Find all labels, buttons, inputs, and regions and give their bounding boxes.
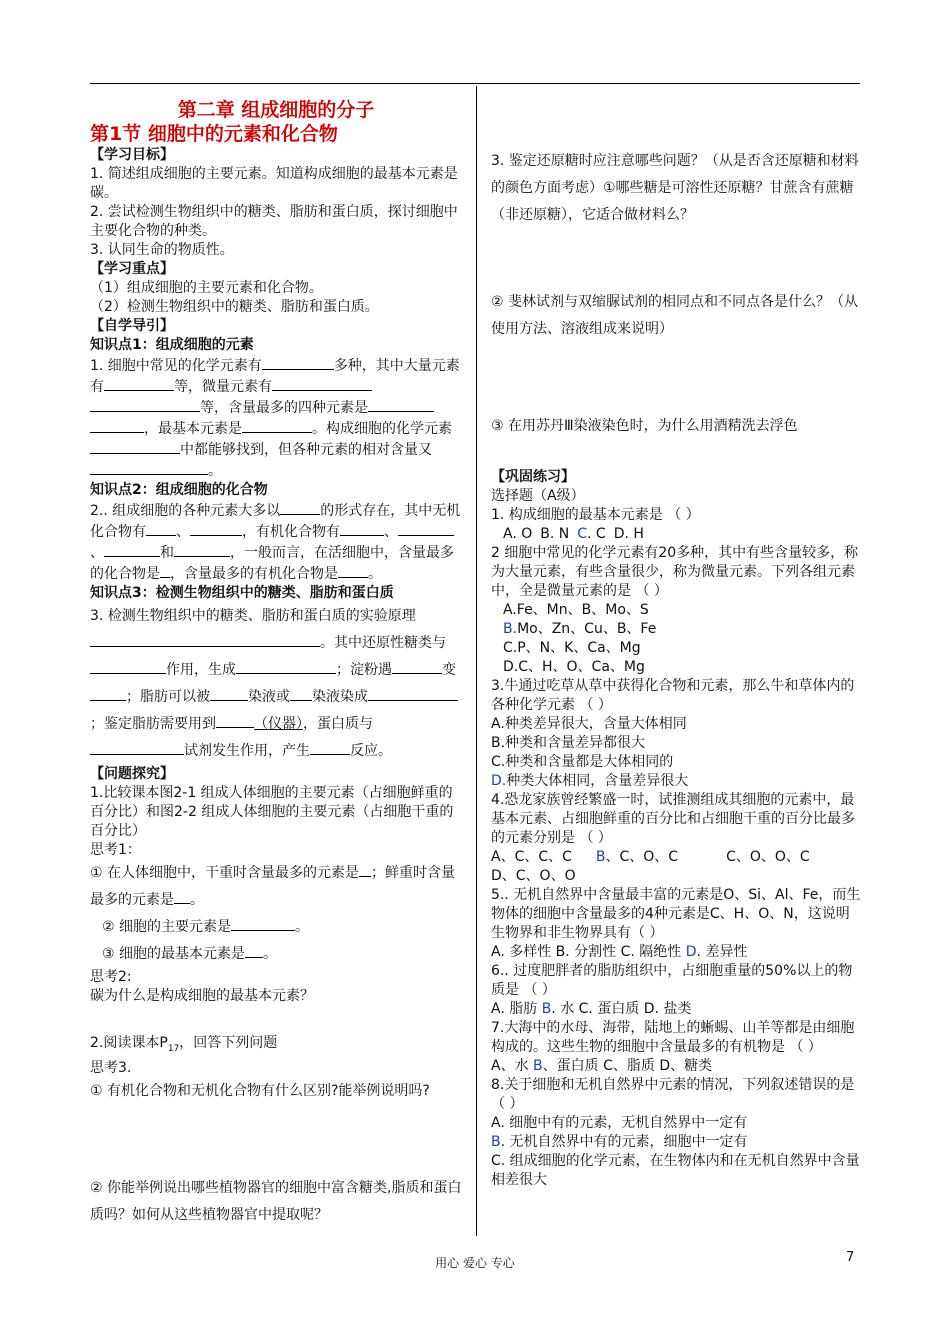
fill-blank[interactable]	[368, 397, 434, 412]
exercise-5: 5.. 无机自然界中含量最丰富的元素是O、Si、Al、Fe，而生物体的细胞中含量最多的4种元素是C、H、O、N，这说明生物界和非生物界具有（ ）	[491, 887, 861, 941]
think-3a: ① 有机化合物和无机化合物有什么区别?能举例说明吗?	[90, 1082, 430, 1099]
fill-blank[interactable]	[90, 632, 320, 647]
practice-heading: 【巩固练习】	[491, 469, 575, 485]
fill-blank[interactable]	[174, 889, 190, 904]
fill-blank[interactable]	[90, 397, 200, 412]
fill-blank[interactable]	[280, 500, 320, 515]
chapter-title: 第二章 组成细胞的分子	[177, 99, 375, 121]
exercise-4-option-d: D、C、O、O	[491, 868, 576, 884]
practice-subheading: 选择题（A级）	[491, 488, 585, 504]
focus-heading: 【学习重点】	[90, 261, 174, 277]
right-q3: 3. 鉴定还原糖时应注意哪些问题？（从是否含还原糖和材料的颜色方面考虑）①哪些糖是可溶性还原糖？甘蔗含有蔗糖（非还原糖），它适合做材料么？	[491, 153, 859, 223]
think-3b: ② 你能举例说出哪些植物器官的细胞中富含糖类,脂质和蛋白质吗？如何从这些植物器官中提取呢？	[90, 1179, 462, 1223]
kp2-text: 2.. 组成细胞的各种元素大多以 的形式存在，其中无机化合物有 、 ，有机化合物有 、、 和 ，一般而言，在活细胞中，含量最多的化合物是 ，含量最多的有机化合物是 。	[90, 500, 462, 584]
exercise-8-option-a: A. 细胞中有的元素，无机自然界中一定有	[491, 1115, 748, 1131]
fill-blank[interactable]	[231, 916, 295, 931]
think-3-label: 思考3.	[90, 1059, 132, 1076]
exercise-1-options: A. O B. N C. C D. H	[503, 526, 644, 542]
exercise-7: 7.大海中的水母、海带，陆地上的蜥蜴、山羊等都是由细胞构成的。这些生物的细胞中含量最多的有机物是 （ ）	[491, 1020, 855, 1055]
fill-blank[interactable]	[190, 521, 242, 536]
exercise-4: 4.恐龙家族曾经繁盛一时，试推测组成其细胞的元素中，最基本元素、占细胞鲜重的百分比和占细胞干重的百分比最多的元素分别是 （ ）	[491, 792, 855, 846]
exercise-7-options: A、水 B、蛋白质 C、脂质 D、糖类	[491, 1058, 713, 1074]
right-column	[491, 90, 863, 1190]
exercise-8: 8.关于细胞和无机自然界中元素的情况，下列叙述错误的是 （ ）	[491, 1077, 855, 1112]
fill-blank[interactable]	[272, 376, 372, 391]
exercise-3-option-b: B.种类和含量差异都很大	[491, 735, 646, 751]
exercise-2: 2 细胞中常见的化学元素有20多种，其中有些含量较多，称为大量元素，有些含量很少，称为微量元素。下列各组元素中，全是微量元素的是 （ ）	[491, 545, 859, 599]
exercise-6-options: A. 脂肪 B. 水 C. 蛋白质 D. 盐类	[491, 1001, 692, 1017]
top-rule	[90, 83, 860, 84]
page-number: 7	[846, 1250, 855, 1265]
exercise-8-option-c: C. 组成细胞的化学元素，在生物体内和在无机自然界中含量相差很大	[491, 1153, 860, 1188]
think-2-label: 思考2:	[90, 969, 132, 985]
fill-blank[interactable]	[290, 686, 312, 701]
fill-blank[interactable]	[104, 542, 160, 557]
fill-blank[interactable]	[262, 355, 334, 370]
fill-blank[interactable]	[90, 686, 126, 701]
fill-blank[interactable]	[174, 542, 230, 557]
fill-blank[interactable]	[359, 862, 371, 877]
kp3-text: 3. 检测生物组织中的糖类、脂肪和蛋白质的实验原理。其中还原性糖类与作用，生成 ；淀粉遇 变；脂肪可以被 染液或 染液染成；鉴定脂肪需要用到 （仪器），蛋白质与试剂发生作用，产生 反应。	[90, 608, 456, 759]
focus-1: （1）组成细胞的主要元素和化合物。	[90, 280, 323, 296]
kp1-heading: 知识点1：组成细胞的元素	[90, 337, 254, 353]
answer-space[interactable]	[491, 440, 863, 468]
fill-blank[interactable]	[90, 418, 144, 433]
column-divider	[476, 86, 477, 1236]
fill-blank[interactable]	[245, 943, 263, 958]
answer-space[interactable]	[90, 1006, 462, 1034]
fill-blank[interactable]	[236, 659, 336, 674]
fill-blank[interactable]	[368, 686, 458, 701]
exercise-6: 6.. 过度肥胖者的脂肪组织中，占细胞重量的50%以上的物质是 （ ）	[491, 963, 853, 998]
goals-heading: 【学习目标】	[90, 147, 174, 163]
fill-blank[interactable]	[210, 686, 248, 701]
fill-blank[interactable]	[340, 521, 384, 536]
exercise-2-option-c: C.P、N、K、Ca、Mg	[503, 640, 641, 656]
kp1-text: 1. 细胞中常见的化学元素有 多种，其中大量元素有 等，微量元素有等，含量最多的四种元素是，最基本元素是 。构成细胞的化学元素中都能够找到，但各种元素的相对含量又。	[90, 355, 462, 481]
fill-blank[interactable]	[216, 713, 254, 728]
guide-heading: 【自学导引】	[90, 318, 174, 334]
fill-blank[interactable]	[392, 659, 442, 674]
exercise-2-option-a: A.Fe、Mn、B、Mo、S	[503, 602, 649, 618]
answer-space[interactable]	[491, 229, 863, 289]
exercise-4-options: A、C、C、C B、C、O、C C、O、O、C	[491, 849, 810, 865]
footer-motto: 用心 爱心 专心	[435, 1256, 515, 1270]
left-column	[90, 90, 462, 1229]
fill-blank[interactable]	[338, 563, 368, 578]
exercise-2-option-b: B.Mo、Zn、Cu、B、Fe	[503, 621, 657, 637]
goal-3: 3. 认同生命的物质性。	[90, 242, 234, 258]
explore-heading: 【问题探究】	[90, 766, 174, 782]
fill-blank[interactable]	[90, 460, 208, 475]
think-1b: ② 细胞的主要元素是 。	[90, 914, 462, 941]
goal-2: 2. 尝试检测生物组织中的糖类、脂肪和蛋白质，探讨细胞中主要化合物的种类。	[90, 204, 458, 239]
exercise-2-option-d: D.C、H、O、Ca、Mg	[503, 659, 645, 675]
exercise-1: 1. 构成细胞的最基本元素是 （ ）	[491, 507, 700, 523]
kp2-heading: 知识点2：组成细胞的化合物	[90, 482, 268, 498]
think-2-question: 碳为什么是构成细胞的最基本元素？	[90, 988, 314, 1004]
exercise-3-option-d: D.种类大体相同，含量差异很大	[491, 773, 689, 789]
fill-blank[interactable]	[90, 740, 184, 755]
fill-blank[interactable]	[90, 439, 180, 454]
answer-space[interactable]	[491, 343, 863, 413]
think-1-label: 思考1：	[90, 842, 141, 858]
fill-blank[interactable]	[90, 659, 166, 674]
section-title: 第1节 细胞中的元素和化合物	[90, 123, 338, 145]
fill-blank[interactable]	[310, 740, 350, 755]
exercise-8-option-b: B. 无机自然界中有的元素，细胞中一定有	[491, 1134, 748, 1150]
fill-blank[interactable]	[398, 521, 454, 536]
exercise-3-option-a: A.种类差异很大，含量大体相同	[491, 716, 687, 732]
question-1: 1.比较课本图2-1 组成人体细胞的主要元素（占细胞鲜重的百分比）和图2-2 组成人体细胞的主要元素（占细胞干重的百分比）	[90, 785, 454, 839]
question-2: 2.阅读课本$P_{17}$，回答下列问题	[90, 1035, 278, 1054]
exercise-3-option-c: C.种类和含量都是大体相同的	[491, 754, 674, 770]
focus-2: （2）检测生物组织中的糖类、脂肪和蛋白质。	[90, 299, 379, 315]
goal-1: 1. 简述组成细胞的主要元素。知道构成细胞的最基本元素是碳。	[90, 166, 458, 201]
fill-blank[interactable]	[146, 521, 176, 536]
fill-blank[interactable]	[104, 376, 174, 391]
exercise-3: 3.牛通过吃草从草中获得化合物和元素，那么牛和草体内的各种化学元素 （ ）	[491, 678, 855, 713]
right-q3c: ③ 在用苏丹Ⅲ染液染色时，为什么用酒精洗去浮色	[491, 418, 798, 434]
think-1a: ① 在人体细胞中，干重时含量最多的元素是 ；鲜重时含量最多的元素是 。	[90, 860, 462, 914]
right-q3b: ② 斐林试剂与双缩脲试剂的相同点和不同点各是什么？（从使用方法、溶液组成来说明）	[491, 294, 858, 337]
fill-blank[interactable]	[242, 418, 312, 433]
kp3-heading: 知识点3：检测生物组织中的糖类、脂肪和蛋白质	[90, 585, 394, 601]
exercise-5-options: A. 多样性 B. 分割性 C. 隔绝性 D. 差异性	[491, 944, 748, 960]
think-1c: ③ 细胞的最基本元素是 。	[90, 941, 462, 968]
answer-space[interactable]	[90, 1105, 462, 1175]
fill-blank[interactable]	[160, 563, 170, 578]
